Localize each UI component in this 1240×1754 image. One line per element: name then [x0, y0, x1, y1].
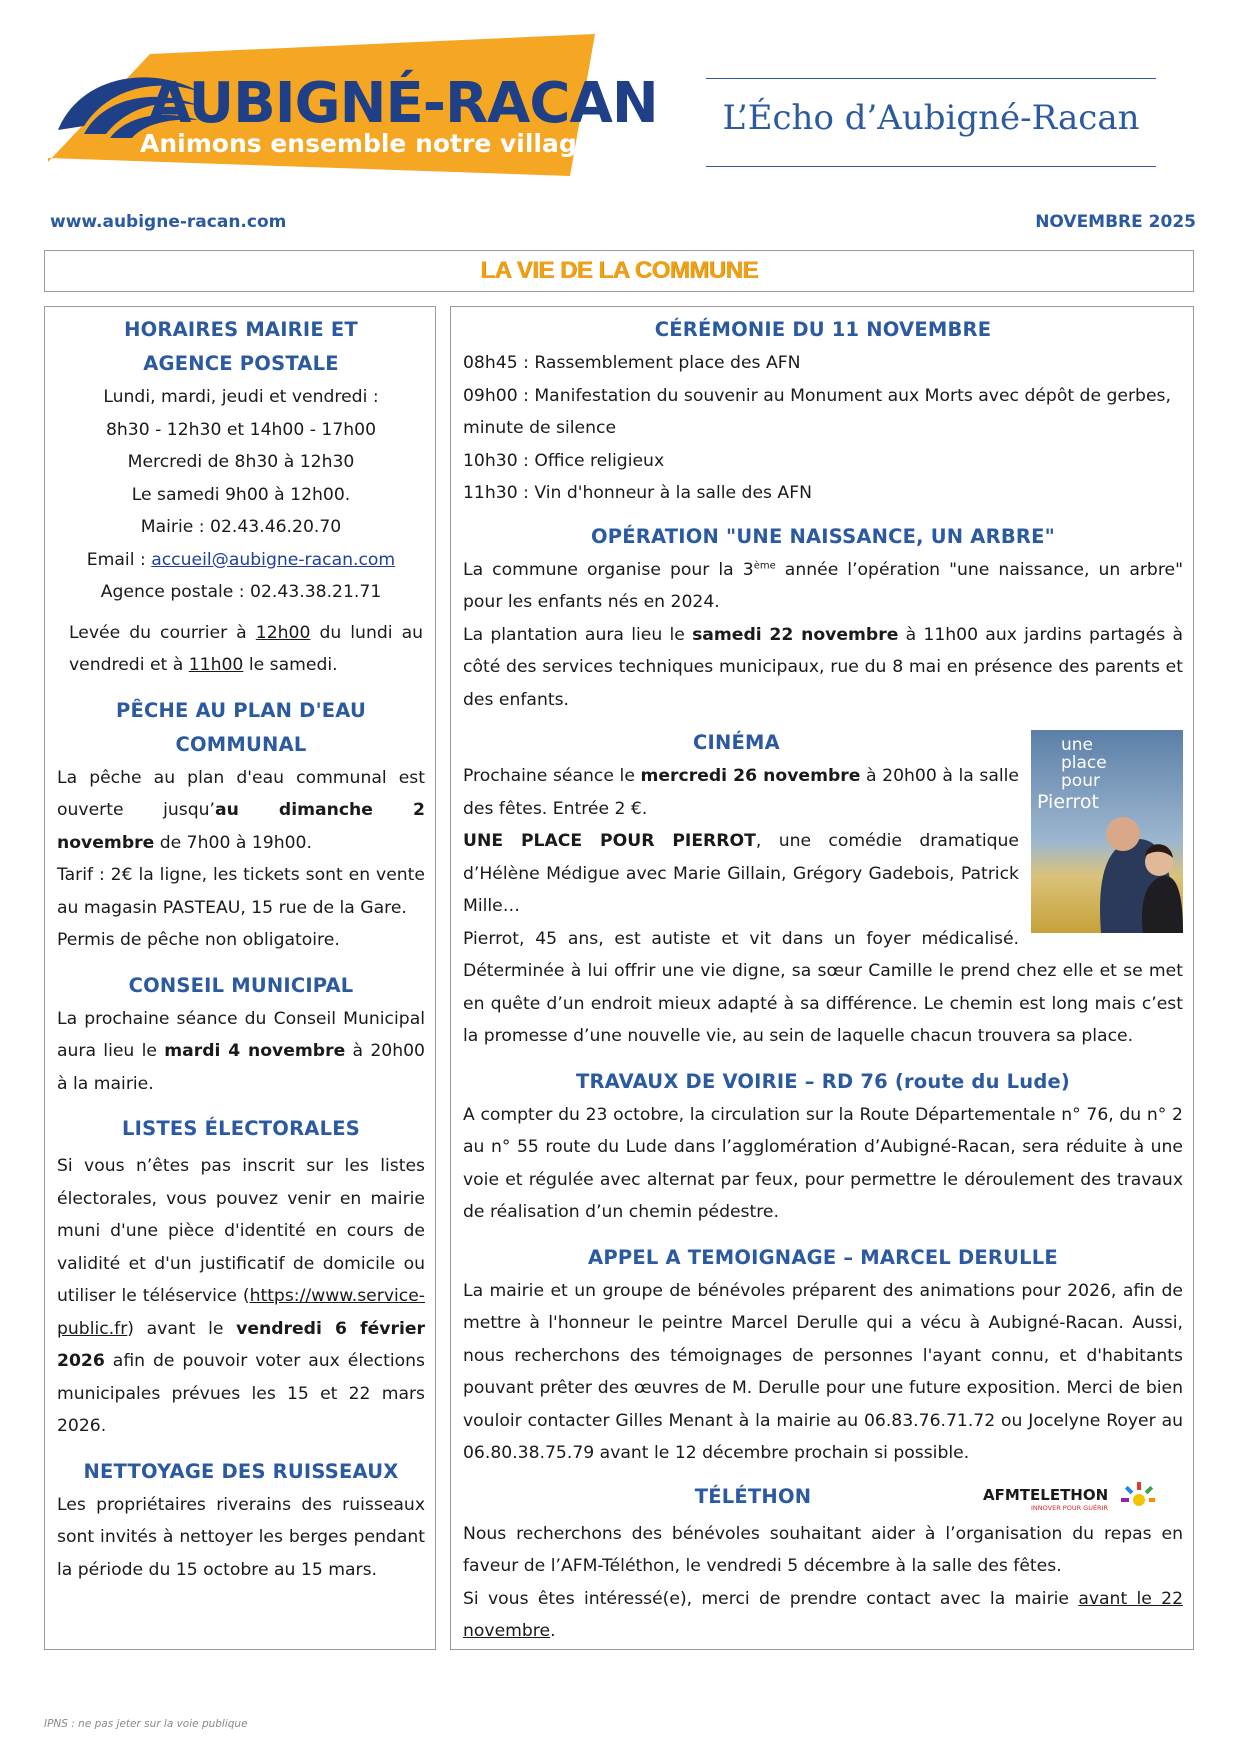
voirie-p: A compter du 23 octobre, la circulation sur la Route Départementale n° 76, du n° 2 au n° 55 route du Lude dans l’agglomération d’Aubigné-Racan, sera réduite à une voie et régulée avec alternat par feux, pour permettre le déroulement des travaux de réalisation d’un chemin pédestre. [463, 1104, 1183, 1222]
section-ruisseaux [57, 1455, 425, 1587]
listes-p [57, 1150, 425, 1443]
afm-telethon-logo [983, 1480, 1155, 1514]
horaires-line2: 8h30 - 12h30 et 14h00 - 17h00 [105, 419, 377, 440]
section-conseil [57, 969, 425, 1101]
naissance-p1 [463, 554, 1183, 619]
naissance-p1-a: La commune organise pour la 3 [463, 559, 754, 580]
courrier-c: du lundi au vendredi et à [69, 622, 423, 675]
cinema-p3: Pierrot, 45 ans, est autiste et vit dans un foyer médicalisé. Déterminée à lui offrir une vie digne, sa sœur Camille le prend chez elle et se met en quête d’un endroit mieux adapté à sa différence. Le chemin est long mais c’est la promesse d’une nouvelle vie, au sein de laquelle chacun trouvera sa place. [463, 928, 1183, 1046]
section-naissance [463, 520, 1183, 717]
poster-title-4: Pierrot [1037, 791, 1099, 813]
horaires-title-line2: AGENCE POSTALE [143, 352, 339, 375]
section-telethon [463, 1478, 1183, 1648]
aubigne-racan-logo [40, 34, 672, 196]
naissance-sup: ème [753, 559, 776, 571]
telethon-p1: Nous recherchons des bénévoles souhaitant aider à l’organisation du repas en faveur de l’AFM-Téléthon, le vendredi 5 décembre à la salle des fêtes. [463, 1523, 1183, 1576]
conseil-title: CONSEIL MUNICIPAL [128, 973, 354, 997]
ceremonie-item: 08h45 : Rassemblement place des AFN [463, 353, 801, 373]
naissance-title: OPÉRATION "UNE NAISSANCE, UN ARBRE" [591, 524, 1055, 548]
ceremonie-item: 10h30 : Office religieux [463, 450, 665, 471]
ruisseaux-p: Les propriétaires riverains des ruisseaux sont invités à nettoyer les berges pendant la période du 15 octobre au 15 mars. [57, 1494, 425, 1580]
email-label: Email : [86, 549, 152, 570]
poster-title-3: pour [1061, 771, 1100, 791]
footer-ipns: IPNS : ne pas jeter sur la voie publique [44, 1718, 248, 1730]
voirie-title: TRAVAUX DE VOIRIE – RD 76 (route du Lude) [575, 1069, 1071, 1093]
peche-p3: Permis de pêche non obligatoire. [57, 930, 340, 950]
service-public-link[interactable]: https://www.service-public.fr [57, 1286, 425, 1339]
email-line [57, 544, 425, 577]
telethon-deadline: avant le 22 novembre [463, 1588, 1183, 1641]
listes-title: LISTES ÉLECTORALES [122, 1117, 360, 1140]
ceremonie-title: CÉRÉMONIE DU 11 NOVEMBRE [654, 318, 992, 341]
mairie-phone: Mairie : 02.43.46.20.70 [140, 517, 342, 537]
poster-title-2: place [1061, 753, 1107, 773]
cinema-title: CINÉMA [693, 731, 780, 754]
courrier-time-sat: 11h00 [188, 655, 244, 675]
listes-p-a: Si vous n’êtes pas inscrit sur les listes électorales, vous pouvez venir en mairie muni d'une pièce d'identité en cours de validité et d'un justificatif de domicile ou utiliser le téléservice ( [57, 1156, 425, 1306]
peche-p1-a: La pêche au plan d'eau communal est ouverte jusqu’ [57, 767, 425, 820]
section-ceremonie [463, 313, 1183, 510]
horaires-line4: Le samedi 9h00 à 12h00. [131, 484, 351, 505]
cinema-p1-b: à 20h00 à la salle des fêtes. Entrée 2 €. [463, 766, 1019, 819]
telethon-p2-a: Si vous êtes intéressé(e), merci de prendre contact avec la mairie [463, 1588, 1079, 1609]
horaires-line1: Lundi, mardi, jeudi et vendredi : [103, 387, 379, 407]
logo-name: AUBIGNÉ-RACAN [148, 71, 658, 136]
section-listes [57, 1112, 425, 1443]
naissance-p2-b: à 11h00 aux jardins partagés à côté des services techniques municipaux, rue du 8 mai en présence des parents et des enfants. [463, 624, 1183, 710]
telethon-p2 [463, 1583, 1183, 1648]
horaires-title-line1: HORAIRES MAIRIE ET [124, 318, 358, 341]
section-horaires [57, 313, 425, 682]
ceremonie-item: 11h30 : Vin d'honneur à la salle des AFN [463, 483, 812, 503]
poster-title-1: une [1061, 735, 1094, 755]
telethon-title: TÉLÉTHON [694, 1484, 812, 1508]
listes-deadline: vendredi 6 février 2026 [57, 1318, 425, 1371]
cinema-date: mercredi 26 novembre [640, 766, 861, 786]
conseil-p-c: à 20h00 à la mairie. [57, 1041, 425, 1094]
peche-p1 [57, 762, 425, 860]
film-title: UNE PLACE POUR PIERROT [463, 831, 756, 851]
ceremonie-item: 09h00 : Manifestation du souvenir au Monument aux Morts avec dépôt de gerbes, minute de silence [463, 385, 1171, 438]
courrier-a: Levée du courrier à [69, 622, 256, 643]
courrier-e: le samedi. [243, 655, 338, 675]
right-column [450, 306, 1194, 1650]
section-peche [57, 694, 425, 957]
conseil-p [57, 1003, 425, 1101]
banner-title: LA VIE DE LA COMMUNE [480, 257, 758, 284]
agence-phone: Agence postale : 02.43.38.21.71 [100, 582, 382, 602]
film-poster-image [1031, 730, 1183, 933]
cinema-p2-a: , une comédie dramatique d’Hélène Médigue avec Marie Gillain, Grégory Gadebois, Patrick Mille… [463, 831, 1019, 916]
section-banner [44, 250, 1194, 292]
temoignage-title: APPEL A TEMOIGNAGE – MARCEL DERULLE [588, 1245, 1058, 1269]
courrier-time-week: 12h00 [255, 622, 311, 643]
title-rule-bottom [706, 166, 1156, 167]
peche-p1-c: de 7h00 à 19h00. [154, 832, 312, 853]
website-link[interactable]: www.aubigne-racan.com [50, 212, 287, 232]
email-link[interactable]: accueil@aubigne-racan.com [151, 549, 396, 570]
courrier-text [57, 617, 425, 682]
temoignage-p: La mairie et un groupe de bénévoles préparent des animations pour 2026, afin de mettre à l'honneur le peintre Marcel Derulle qui a vécu à Aubigné-Racan. Aussi, nous recherchons des témoignages de personnes l'ayant connu, et d'habitants pouvant prêter des œuvres de M. Derulle pour une future exposition. Merci de bien vouloir contacter Gilles Menant à la mairie au 06.83.76.71.72 ou Jocelyne Royer au 06.80.38.75.79 avant le 12 décembre prochain si possible. [463, 1280, 1183, 1463]
horaires-line3: Mercredi de 8h30 à 12h30 [127, 452, 355, 472]
logo-tagline: Animons ensemble notre village [140, 129, 594, 158]
section-temoignage [463, 1241, 1183, 1470]
telethon-p2-b: . [550, 1621, 556, 1641]
telethon-header [463, 1478, 1183, 1518]
section-voirie [463, 1065, 1183, 1229]
conseil-p-a: La prochaine séance du Conseil Municipal aura lieu le [57, 1008, 425, 1061]
peche-p1-date: au dimanche 2 novembre [57, 800, 425, 853]
issue-date: NOVEMBRE 2025 [1035, 212, 1196, 232]
naissance-p2-a: La plantation aura lieu le [463, 624, 693, 645]
conseil-date: mardi 4 novembre [164, 1041, 346, 1061]
naissance-p2 [463, 619, 1183, 717]
telethon-logo-tagline: INNOVER POUR GUÉRIR [1031, 1503, 1109, 1512]
listes-p-b: ) avant le [127, 1318, 237, 1339]
ruisseaux-title: NETTOYAGE DES RUISSEAUX [83, 1459, 399, 1483]
listes-p-c: afin de pouvoir voter aux élections municipales prévues les 15 et 22 mars 2026. [57, 1351, 425, 1436]
peche-p2: Tarif : 2€ la ligne, les tickets sont en vente au magasin PASTEAU, 15 rue de la Gare. [57, 865, 425, 918]
peche-title-line1: PÊCHE AU PLAN D'EAU [116, 698, 366, 722]
section-cinema [463, 726, 1183, 1053]
telethon-logo-text: AFMTELETHON [983, 1485, 1109, 1504]
peche-title-line2: COMMUNAL [175, 732, 307, 756]
cinema-p1-a: Prochaine séance le [463, 766, 641, 786]
naissance-p1-b: année l’opération "une naissance, un arbre" pour les enfants nés en 2024. [463, 559, 1183, 612]
left-column [44, 306, 436, 1650]
newsletter-title: L’Écho d’Aubigné-Racan [722, 98, 1140, 138]
naissance-date: samedi 22 novembre [692, 624, 899, 645]
title-rule-top [706, 78, 1156, 79]
